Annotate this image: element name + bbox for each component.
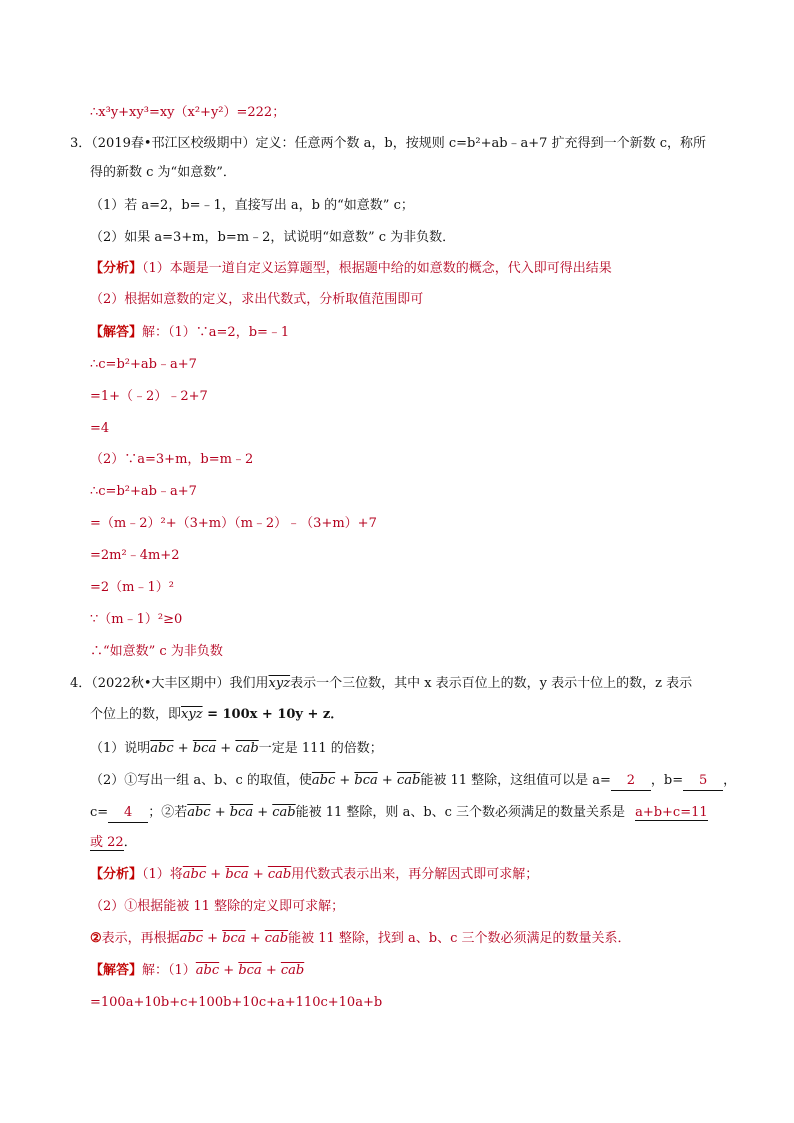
overline-number: $\overline{bca}$ [225,867,249,882]
solution-step: ∵（m﹣1）²≥0 [90,612,183,627]
text-line [90,706,343,724]
analysis-text: （1）将 [142,867,183,882]
overline-number: $\overline{bca}$ [229,805,254,820]
plus-sign: + [245,931,265,946]
plus-sign: + [173,741,193,756]
solution-tag: 【解答】 [90,963,143,978]
overline-number: $\overline{cab}$ [280,963,305,978]
answer-blank-relation: 或 22 [90,835,124,850]
question-3-1: （1）若 a=2，b=﹣1，直接写出 a，b 的“如意数” c； [90,198,414,213]
overline-number: $\overline{abc}$ [182,867,207,882]
text-segment: （1）说明 [90,741,151,756]
analysis-line [90,866,538,884]
solution-step: ∴“如意数” c 为非负数 [90,644,223,659]
answer-blank-b: 5 [683,772,723,791]
solution-step: =1+（﹣2）﹣2+7 [90,389,208,404]
text-segment: 能被 11 整除，这组值可以是 a= [420,773,611,788]
overline-number: $\overline{xyz}$ [181,707,203,722]
solution-line [90,962,304,980]
overline-number: $\overline{abc}$ [150,741,174,756]
solution-tag: 【解答】 [90,325,143,340]
formula: = 100x + 10y + z． [202,707,344,722]
text-segment: 表示一个三位数，其中 x 表示百位上的数，y 表示十位上的数，z 表示 [290,676,693,691]
overline-number: $\overline{xyz}$ [268,676,291,691]
question-4-2-cont [90,804,708,823]
answer-blank-relation: a+b+c=11 [635,805,708,820]
text-segment: （2）①写出一组 a、b、c 的取值，使 [90,773,312,788]
analysis-line [90,260,612,278]
overline-number: $\overline{bca}$ [192,741,217,756]
text-segment: 个位上的数，即 [90,707,182,722]
plus-sign: + [377,773,397,788]
plus-sign: + [206,867,226,882]
overline-number: $\overline{abc}$ [195,963,220,978]
question-3-2: （2）如果 a=3+m，b=m﹣2，试说明“如意数” c 为非负数． [90,230,456,245]
solution-line [90,324,289,342]
overline-number: $\overline{bca}$ [222,931,246,946]
problem-4-stem [70,675,692,693]
plus-sign: + [248,867,268,882]
plus-sign: + [203,931,223,946]
question-4-2-end [90,834,137,852]
question-4-1 [90,740,383,758]
text-segment: 能被 11 整除，则 a、b、c 三个数必须满足的数量关系是 [295,805,626,820]
analysis-text: 表示，再根据 [101,931,180,946]
overline-number: $\overline{cab}$ [272,805,296,820]
analysis-line [90,930,631,948]
plus-sign: + [216,741,236,756]
analysis-tag: 【分析】 [90,867,143,882]
plus-sign: + [253,805,273,820]
solution-step: =4 [90,421,110,436]
overline-number: $\overline{cab}$ [264,931,289,946]
analysis-text: （2）根据如意数的定义，求出代数式，分析取值范围即可 [90,292,424,307]
question-4-2 [90,772,736,791]
overline-number: $\overline{abc}$ [311,773,336,788]
solution-step: =（m﹣2）²+（3+m）（m﹣2）﹣（3+m）+7 [90,516,377,531]
analysis-text: 用代数式表示出来，再分解因式即可求解； [291,867,539,882]
solution-step: =100a+10b+c+100b+10c+a+110c+10a+b [90,995,383,1010]
text-segment: ， [723,773,737,788]
text-segment: ，b= [650,773,684,788]
solution-step: ∴c=b²+ab﹣a+7 [90,484,197,499]
circled-number: ② [90,931,102,946]
text-line: 得的新数 c 为“如意数”． [90,165,236,180]
solution-step: =2m²﹣4m+2 [90,548,180,563]
plus-sign: + [210,805,230,820]
text-segment: 4．（2022秋•大丰区期中）我们用 [70,676,269,691]
solution-text: 解：（1） [142,963,196,978]
overline-number: $\overline{abc}$ [179,931,204,946]
answer-blank-c: 4 [108,804,148,823]
text-segment: c= [90,805,109,820]
analysis-tag: 【分析】 [90,261,143,276]
solution-step: =2（m﹣1）² [90,580,174,595]
overline-number: $\overline{cab}$ [396,773,421,788]
analysis-text: （1）本题是一道自定义运算题型，根据题中给的如意数的概念，代入即可得出结果 [142,261,612,276]
answer-blank-a: 2 [611,772,651,791]
analysis-text: （2）①根据能被 11 整除的定义即可求解； [90,899,345,914]
analysis-text: 能被 11 整除，找到 a、b、c 三个数必须满足的数量关系． [288,931,631,946]
solution-text: 解：（1）∵a=2，b=﹣1 [142,325,290,340]
text-segment: 一定是 111 的倍数； [258,741,383,756]
text-line: ∴x³y+xy³=xy（x²+y²）=222； [90,105,286,120]
overline-number: $\overline{cab}$ [235,741,259,756]
plus-sign: + [261,963,281,978]
plus-sign: + [219,963,239,978]
overline-number: $\overline{bca}$ [354,773,378,788]
problem-3-stem: 3．（2019春•邗江区校级期中）定义：任意两个数 a，b，按规则 c=b²+ab﹣a+7 扩充得到一个新数 c，称所 [70,136,706,151]
overline-number: $\overline{bca}$ [238,963,262,978]
overline-number: $\overline{abc}$ [187,805,211,820]
text-segment: ． [123,835,137,850]
plus-sign: + [335,773,355,788]
solution-step: ∴c=b²+ab﹣a+7 [90,357,197,372]
text-segment: ；②若 [148,805,188,820]
solution-step: （2）∵a=3+m，b=m﹣2 [90,452,254,467]
overline-number: $\overline{cab}$ [267,867,292,882]
